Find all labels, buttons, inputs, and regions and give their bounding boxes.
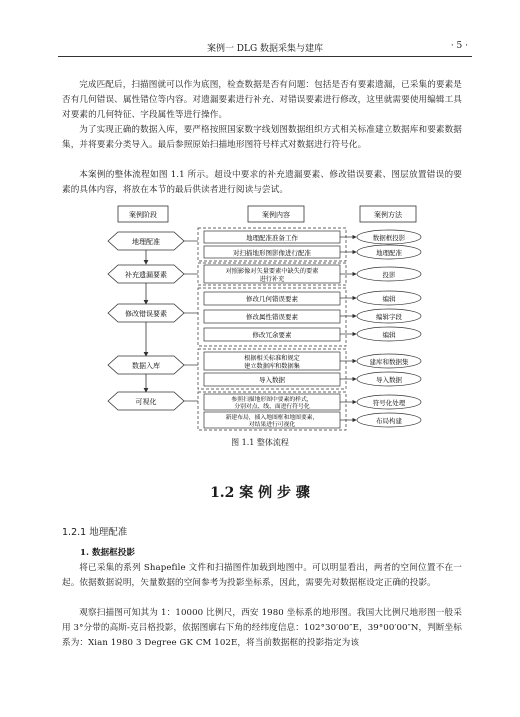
workflow-figure <box>98 204 428 432</box>
svg-text:地理配准准备工作: 地理配准准备工作 <box>246 234 298 242</box>
svg-text:布局构建: 布局构建 <box>376 417 402 425</box>
header-title: 案例一 DLG 数据采集与建库 <box>206 44 324 54</box>
svg-text:分别对点、线、面进行符号化: 分别对点、线、面进行符号化 <box>234 404 310 410</box>
svg-text:建立数据库和数据集: 建立数据库和数据集 <box>244 363 300 370</box>
content-box <box>204 265 340 283</box>
svg-text:编辑: 编辑 <box>382 295 396 303</box>
content-box <box>204 328 340 341</box>
svg-text:参照扫描地形图中要素的样式，: 参照扫描地形图中要素的样式， <box>231 397 313 403</box>
intro-paragraph-1: 完成匹配后，扫描图就可以作为底图，检查数据是否有问题：包括是否有要素遗漏，已采集的要素是否有几何错误、属性错位等内容。对遗漏要素进行补充、对错误要素进行修改，这里就需要使用编辑工具对要素的几何特征、字段属性等进行操作。 <box>62 80 462 120</box>
svg-text:修改几何错误要素: 修改几何错误要素 <box>246 295 298 303</box>
intro-paragraph-3: 本案例的整体流程如图 1.1 所示。超设中要求的补充遗漏要素、修改错误要素、图层放置错误的要素的具体内容，将放在本节的最后供读者进行阅读与尝试。 <box>62 170 462 195</box>
header-stage: 案例阶段 <box>129 211 157 219</box>
stage-geo-reference <box>108 232 184 250</box>
svg-text:对结果进行可视化: 对结果进行可视化 <box>248 422 296 428</box>
svg-text:导入数据: 导入数据 <box>376 376 402 384</box>
content-box <box>204 412 340 428</box>
svg-text:编辑字段: 编辑字段 <box>376 313 402 321</box>
stage-add-missing <box>108 265 184 283</box>
body-paragraph-1: 将已采集的系列 Shapefile 文件和扫描图件加载到地图中。可以明显看出，两者的空间位置不在一起。依据数据说明，矢量数据的空间参考为投影坐标系，因此，需要先对数据框设定正确的投影。 <box>62 563 462 588</box>
header-method: 案例方法 <box>374 211 402 219</box>
svg-text:地理配准: 地理配准 <box>376 249 402 257</box>
content-box <box>204 292 340 305</box>
intro-paragraph-2: 为了实现正确的数据入库，要严格按照国家数字线划图数据组织方式相关标准建立数据库和要素数据集，并将要素分类导入。最后参照原始扫描地形图符号样式对数据进行符号化。 <box>62 125 462 150</box>
stage-label: 可视化 <box>135 398 157 406</box>
svg-text:符号化处理: 符号化处理 <box>372 399 406 407</box>
stage-db-import <box>108 356 184 374</box>
svg-text:对照影像对矢量要素中缺失的要素: 对照影像对矢量要素中缺失的要素 <box>225 268 319 275</box>
svg-text:新建布局，插入地图框和地图要素，: 新建布局，插入地图框和地图要素， <box>225 415 319 421</box>
column-headers <box>118 206 416 222</box>
svg-text:建库和数据集: 建库和数据集 <box>369 358 409 366</box>
stage-visualization <box>108 392 184 410</box>
method-ellipse <box>357 327 421 341</box>
svg-text:投影: 投影 <box>382 271 396 279</box>
method-ellipse <box>357 395 421 409</box>
svg-text:编辑: 编辑 <box>382 331 396 339</box>
workflow-diagram <box>98 204 428 432</box>
method-ellipse <box>357 291 421 305</box>
svg-text:数据框投影: 数据框投影 <box>372 234 406 242</box>
method-ellipse <box>357 245 421 259</box>
method-ellipse <box>357 309 421 323</box>
method-ellipse <box>357 230 421 244</box>
content-box <box>204 373 340 386</box>
stage-label: 补充遗漏要素 <box>125 271 167 279</box>
svg-text:导入数据: 导入数据 <box>259 376 285 384</box>
content-box <box>204 246 340 258</box>
svg-text:对扫描地形图影像进行配准: 对扫描地形图影像进行配准 <box>233 249 311 257</box>
content-box <box>204 310 340 323</box>
stage-label: 数据入库 <box>132 362 160 370</box>
svg-text:修改冗余要素: 修改冗余要素 <box>252 331 292 339</box>
content-box <box>204 394 340 410</box>
stage-label: 修改错误要素 <box>125 310 167 318</box>
header-content: 案例内容 <box>262 211 290 219</box>
method-ellipse <box>357 354 421 368</box>
running-header <box>58 40 472 57</box>
svg-text:进行补充: 进行补充 <box>259 276 285 283</box>
stage-label: 地理配准 <box>132 238 160 246</box>
section-title: 1.2 案 例 步 骤 <box>210 485 310 501</box>
page-number: · 5 · <box>450 41 468 51</box>
method-ellipse <box>357 267 421 281</box>
subsection-title: 1.2.1 地理配准 <box>62 527 128 538</box>
svg-text:根据相关标准和规定: 根据相关标准和规定 <box>244 355 300 362</box>
method-ellipse <box>357 372 421 386</box>
method-ellipse <box>357 413 421 427</box>
figure-caption: 图 1.1 整体流程 <box>231 438 289 447</box>
content-box <box>204 231 340 243</box>
body-paragraph-2: 观察扫描图可知其为 1：10000 比例尺，西安 1980 坐标系的地形图。我国大比例尺地形图一般采用 3°分带的高斯-克吕格投影，依据图廓右下角的经纬度信息：102°30′00″E，39°00′00″N，判断坐标系为：Xian 1980 3 Degree GK CM 102E，将当前数据框的投影指定为该 <box>62 608 462 648</box>
stage-fix-errors <box>108 304 184 322</box>
content-box <box>204 352 340 370</box>
subsubsection-title: 1. 数据框投影 <box>80 548 135 558</box>
svg-text:修改属性错误要素: 修改属性错误要素 <box>246 313 298 321</box>
